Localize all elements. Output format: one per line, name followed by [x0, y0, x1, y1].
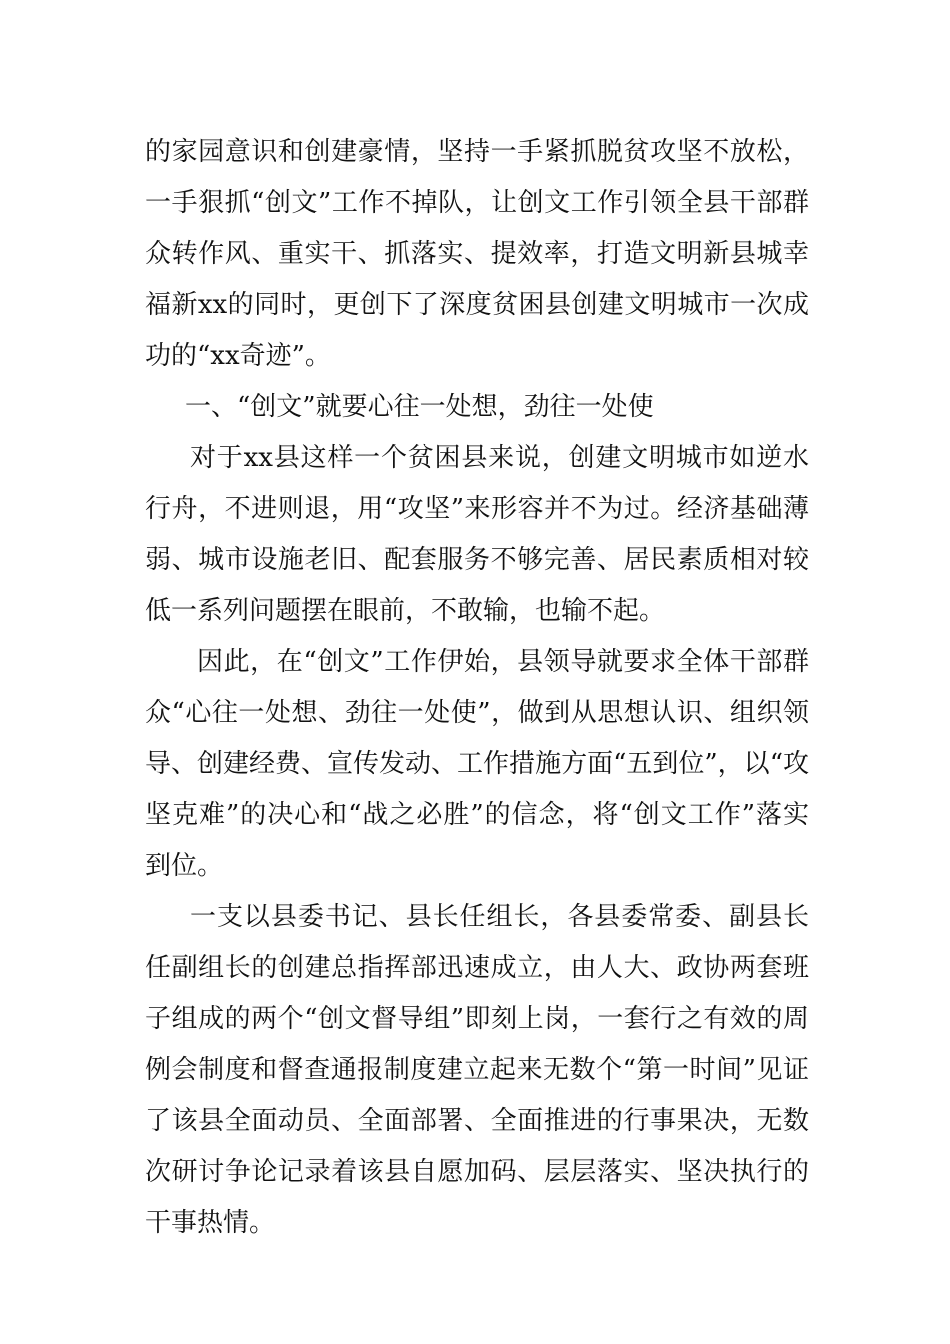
paragraph-leadership-requirements: 因此，在“创文”工作伊始，县领导就要求全体干部群众“心往一处想、劲往一处使”，做到从思想认识、组织领导、创建经费、宣传发动、工作措施方面“五到位”，以“攻坚克难”的决心和“战之必胜”的信念，将“创文工作”落实到位。	[145, 647, 809, 881]
paragraph-intro-continuation: 的家园意识和创建豪情，坚持一手紧抓脱贫攻坚不放松，一手狠抓“创文”工作不掉队，让创文工作引领全县干部群众转作风、重实干、抓落实、提效率，打造文明新县城幸福新xx的同时，更创下了深度贫困县创建文明城市一次成功的“xx奇迹”。	[145, 137, 809, 371]
paragraph-command-structure: 一支以县委书记、县长任组长，各县委常委、副县长任副组长的创建总指挥部迅速成立，由人大、政协两套班子组成的两个“创文督导组”即刻上岗，一套行之有效的周例会制度和督查通报制度建立起来无数个“第一时间”见证了该县全面动员、全面部署、全面推进的行事果决，无数次研讨争论记录着该县自愿加码、层层落实、坚决执行的干事热情。	[145, 902, 809, 1238]
paragraph-poverty-county: 对于xx县这样一个贫困县来说，创建文明城市如逆水行舟，不进则退，用“攻坚”来形容并不为过。经济基础薄弱、城市设施老旧、配套服务不够完善、居民素质相对较低一系列问题摆在眼前，不敢输，也输不起。	[145, 443, 809, 626]
document-body	[145, 127, 809, 1249]
section-heading-1: 一、“创文”就要心往一处想，劲往一处使	[185, 392, 654, 422]
